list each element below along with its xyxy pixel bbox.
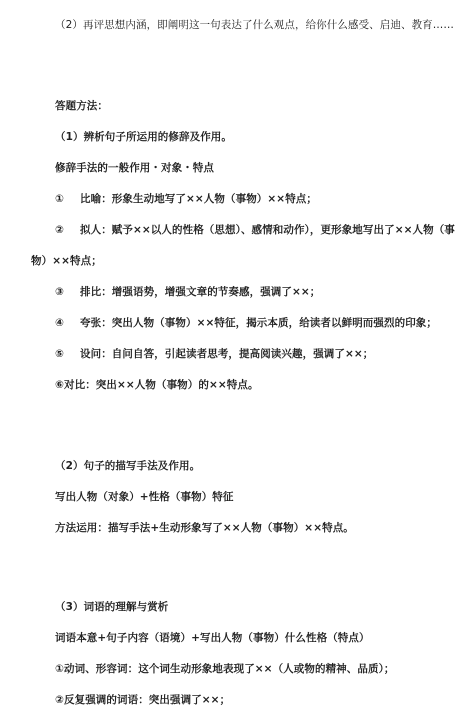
item-marker-4: ④ [55,317,64,329]
item-personification-cont: 物）××特点； [31,255,102,267]
section-2-heading: （2）句子的描写手法及作用。 [55,460,201,472]
section-3-heading: （3）词语的理解与赏析 [55,601,169,613]
item-metaphor: 比喻：形象生动地写了××人物（事物）××特点； [80,193,317,205]
item-personification: 拟人：赋予××以人的性格（思想）、感情和动作），更形象地写出了××人物（事 [80,224,455,236]
item-marker-1: ① [55,193,64,205]
repeated-words: ②反复强调的词语：突出强调了××； [55,694,231,706]
item-rhetorical-question: 设问：自问自答，引起读者思考，提高阅读兴趣，强调了××； [80,348,374,360]
verbs-adjectives: ①动词、形容词：这个词生动形象地表现了××（人或物的精神、品质）； [55,663,395,675]
answer-method-heading: 答题方法： [55,100,108,112]
item-contrast: ⑥对比：突出××人物（事物）的××特点。 [55,379,259,391]
word-meaning-formula: 词语本意+句子内容（语境）+写出人物（事物）什么性格（特点） [55,632,370,644]
method-application: 方法运用：描写手法+生动形象写了××人物（事物）××特点。 [55,522,354,534]
item-marker-2: ② [55,224,64,236]
section-1-heading: （1）辨析句子所运用的修辞及作用。 [55,131,233,143]
item-marker-5: ⑤ [55,348,64,360]
rhetoric-general-function: 修辞手法的一般作用・对象・特点 [55,162,214,174]
intro-point-2: （2）再评思想内涵，即阐明这一句表达了什么观点，给你什么感受、启迪、教育…… [55,19,454,31]
item-parallelism: 排比：增强语势，增强文章的节奏感，强调了××； [80,286,321,298]
item-marker-3: ③ [55,286,64,298]
description-formula: 写出人物（对象）+性格（事物）特征 [55,491,234,503]
item-exaggeration: 夸张：突出人物（事物）××特征，揭示本质，给读者以鲜明而强烈的印象； [80,317,437,329]
